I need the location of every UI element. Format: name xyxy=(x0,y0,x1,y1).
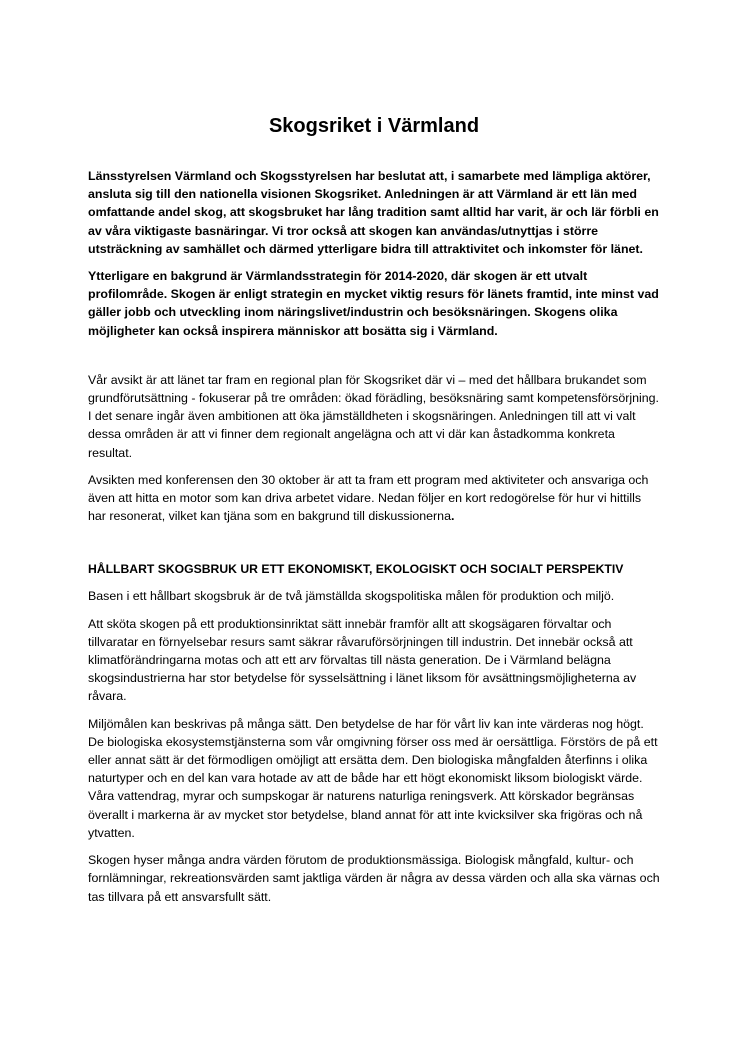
section-paragraph: Att sköta skogen på ett produktionsinriktat sätt innebär framför allt att skogsägaren förvaltar och tillvaratar en förnyelsebar resurs samt säkrar råvaruförsörjningen till industrin. Det innebär också att klimatförändringarna motas och att ett arv förvaltas till nästa generation. De i Värmland belägna skogsindustrierna har stor betydelse för sysselsättning i länet liksom för avsättningsmöjligheterna av råvara. xyxy=(88,616,637,704)
section-heading: HÅLLBART SKOGSBRUK UR ETT EKONOMISKT, EKOLOGISKT OCH SOCIALT PERSPEKTIV xyxy=(88,562,624,577)
document-content xyxy=(88,113,660,915)
body-paragraph xyxy=(88,471,660,526)
section-spacer xyxy=(88,534,660,560)
section-paragraph: Basen i ett hållbart skogsbruk är de två jämställda skogspolitiska målen för produktion och miljö. xyxy=(88,589,615,604)
section-paragraph: Skogen hyser många andra värden förutom de produktionsmässiga. Biologisk mångfald, kultur- och fornlämningar, rekreationsvärden samt jaktliga värden är några av dessa värden och alla ska värnas och tas tillvara på ett ansvarsfullt sätt. xyxy=(88,853,660,904)
paragraph-spacer xyxy=(88,349,660,371)
body-paragraph-text: Avsikten med konferensen den 30 oktober är att ta fram ett program med aktiviteter och ansvariga och även att hitta en motor som kan driva arbetet vidare. Nedan följer en kort redogörelse för hur vi hittills har resonerat, vilket kan tjäna som en bakgrund till diskussionerna xyxy=(88,472,649,524)
body-paragraph: Vår avsikt är att länet tar fram en regional plan för Skogsriket där vi – med det hållbara brukandet som grundförutsättning - fokuserar på tre områden: ökad förädling, besöksnäring samt kompetensförsörjning. I det senare ingår även ambitionen att öka jämställdheten i skogsnäringen. Anledningen till att vi valt dessa områden är att vi finner dem regionalt angelägna och att vi där kan åstadkomma konkreta resultat. xyxy=(88,372,659,460)
section-paragraph: Miljömålen kan beskrivas på många sätt. Den betydelse de har för vårt liv kan inte värderas nog högt. De biologiska ekosystemstjänsterna som vår omgivning förser oss med är oersättliga. Förstörs de på ett eller annat sätt är det förmodligen omöjligt att ersätta dem. Den biologiska mångfalden återfinns i olika naturtyper och en del kan vara hotade av att de både har ett högt ekonomiskt liksom biologiskt värde. Våra vattendrag, myrar och sumpskogar är naturens naturliga reningsverk. Att körskador begränsas överallt i markerna är av mycket stor betydelse, bland annat för att inte kvicksilver ska frigöras och nå ytvatten. xyxy=(88,716,658,840)
document-title: Skogsriket i Värmland xyxy=(268,115,480,137)
body-paragraph-end-mark: . xyxy=(450,509,455,524)
intro-paragraph: Ytterligare en bakgrund är Värmlandsstrategin för 2014-2020, där skogen är ett utvalt profilområde. Skogen är enligt strategin en mycket viktig resurs för länets framtid, inte minst vad gäller jobb och utveckling inom näringslivet/industrin och besöksnäringen. Skogens olika möjligheter kan också inspirera människor att bosätta sig i Värmland. xyxy=(88,269,659,338)
intro-paragraph: Länsstyrelsen Värmland och Skogsstyrelsen har beslutat att, i samarbete med lämpliga aktörer, ansluta sig till den nationella visionen Skogsriket. Anledningen är att Värmland är ett län med omfattande andel skog, att skogsbruket har lång tradition samt alltid har varit, är och lär förbli en av våra viktigaste basnäringar. Vi tror också att skogen kan användas/utnyttjas i större utsträckning av samhället och därmed ytterligare bidra till attraktivitet och inkomster för länet. xyxy=(88,169,659,256)
